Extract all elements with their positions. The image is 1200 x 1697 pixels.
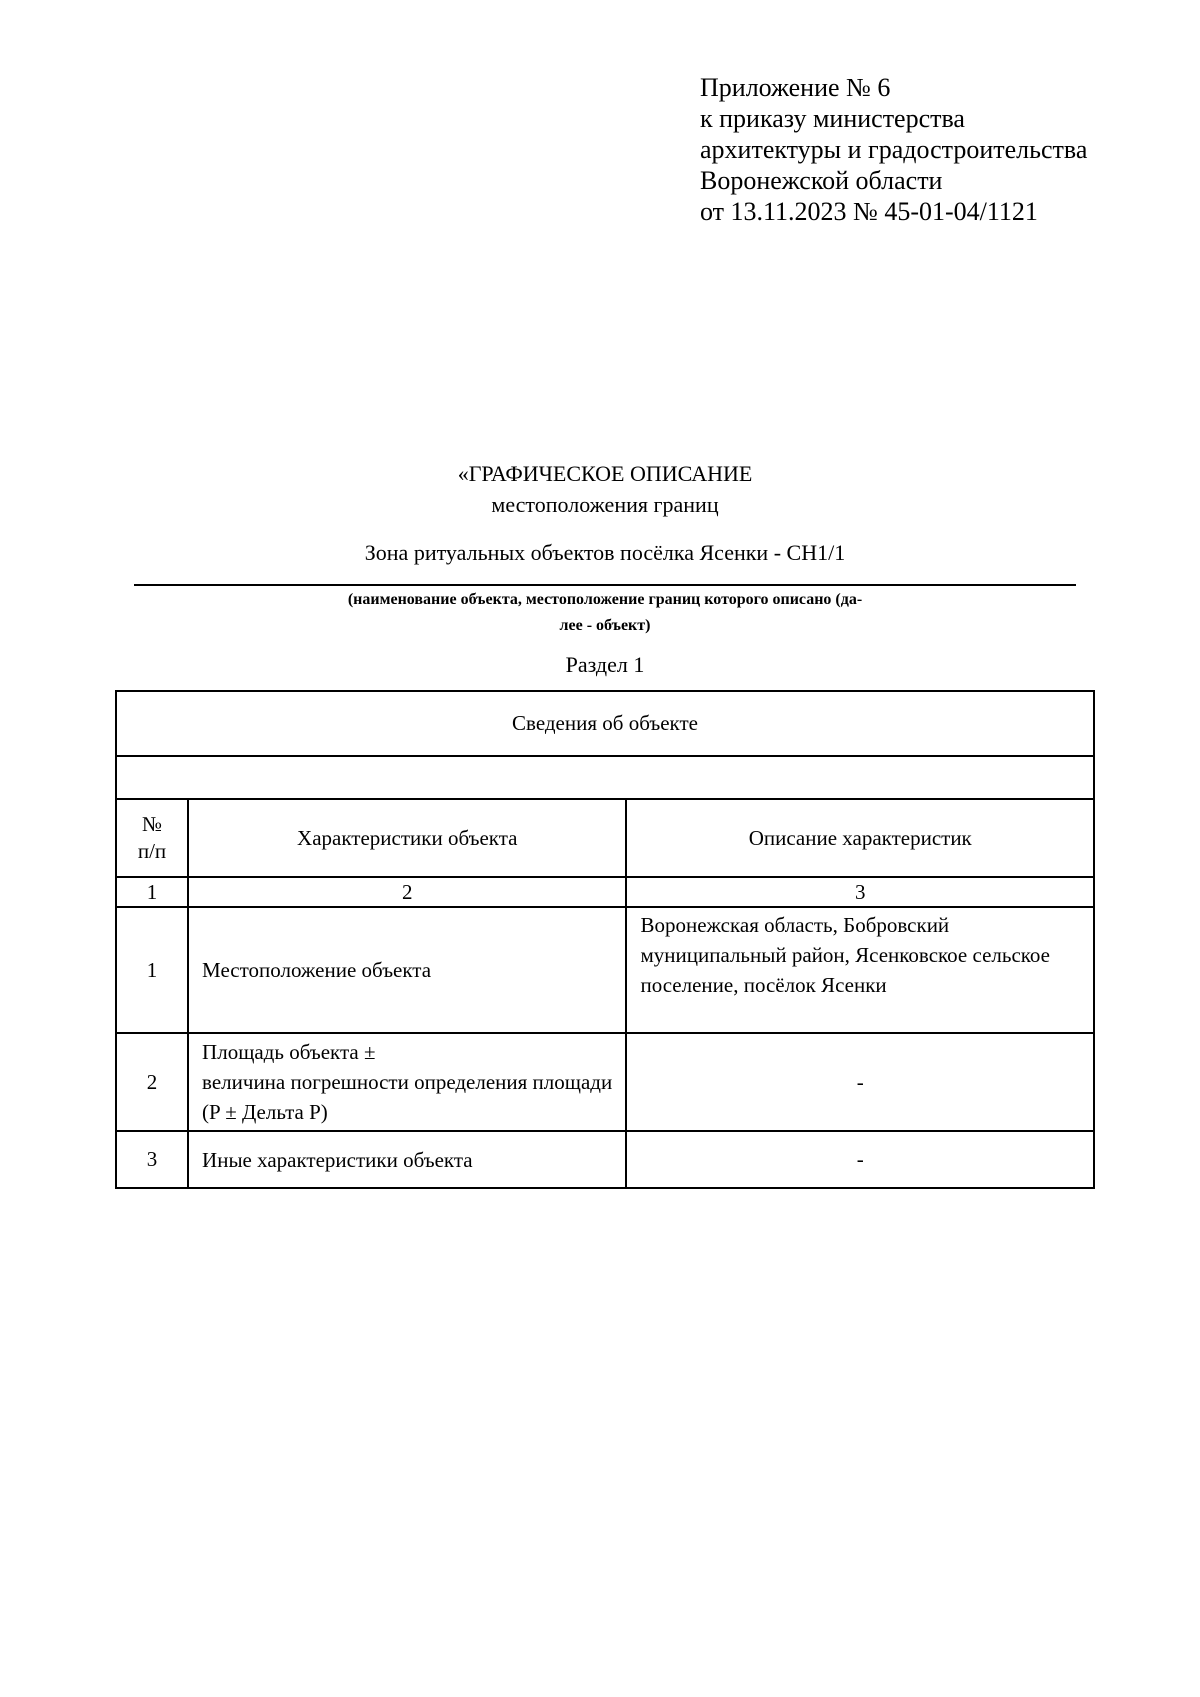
table-header-row (116, 799, 1094, 877)
column-index-cell: 2 (188, 877, 626, 907)
document-subtitle: местоположения границ (491, 492, 719, 517)
object-name-caption: лее - объект) (559, 617, 651, 634)
appendix-line: от 13.11.2023 № 45-01-04/1121 (700, 197, 1038, 226)
column-index-row (116, 877, 1094, 907)
object-info-table (115, 690, 1095, 1189)
appendix-line: Приложение № 6 (700, 73, 891, 102)
object-name: Зона ритуальных объектов посёлка Ясенки - СН1/1 (364, 540, 846, 565)
column-index-cell: 1 (116, 877, 188, 907)
row-characteristic (188, 1033, 626, 1131)
table-row (116, 1131, 1094, 1188)
row-characteristic: Иные характеристики объекта (188, 1131, 626, 1188)
row-characteristic-line: величина погрешности определения площади (P ± Дельта P) (202, 1070, 613, 1124)
column-header-description: Описание характеристик (626, 799, 1094, 877)
table-row (116, 1033, 1094, 1131)
column-header-number (116, 799, 188, 877)
object-name-caption: (наименование объекта, местоположение границ которого описано (да- (347, 591, 863, 608)
row-description: Воронежская область, Бобровский муниципальный район, Ясенковское сельское поселение, посёлок Ясенки (626, 907, 1094, 1033)
column-header-characteristics: Характеристики объекта (188, 799, 626, 877)
document-title: «ГРАФИЧЕСКОЕ ОПИСАНИЕ (457, 461, 753, 486)
table-title: Сведения об объекте (116, 691, 1094, 756)
column-header-number-line: № (142, 812, 163, 836)
appendix-line: к приказу министерства (700, 104, 965, 133)
row-description: - (626, 1033, 1094, 1131)
row-characteristic-line: Площадь объекта ± (202, 1040, 376, 1064)
row-number: 1 (116, 907, 188, 1033)
table-row (116, 907, 1094, 1033)
underline-divider (134, 584, 1076, 586)
table-empty-row (116, 756, 1094, 799)
appendix-line: Воронежской области (700, 166, 943, 195)
empty-cell (116, 756, 1094, 799)
row-characteristic: Местоположение объекта (188, 907, 626, 1033)
table-title-row (116, 691, 1094, 756)
appendix-header (700, 72, 1087, 227)
appendix-line: архитектуры и градостроительства (700, 135, 1088, 164)
column-header-number-line: п/п (137, 839, 167, 863)
row-number: 2 (116, 1033, 188, 1131)
section-title: Раздел 1 (565, 652, 645, 677)
row-description: - (626, 1131, 1094, 1188)
column-index-cell: 3 (626, 877, 1094, 907)
row-number: 3 (116, 1131, 188, 1188)
